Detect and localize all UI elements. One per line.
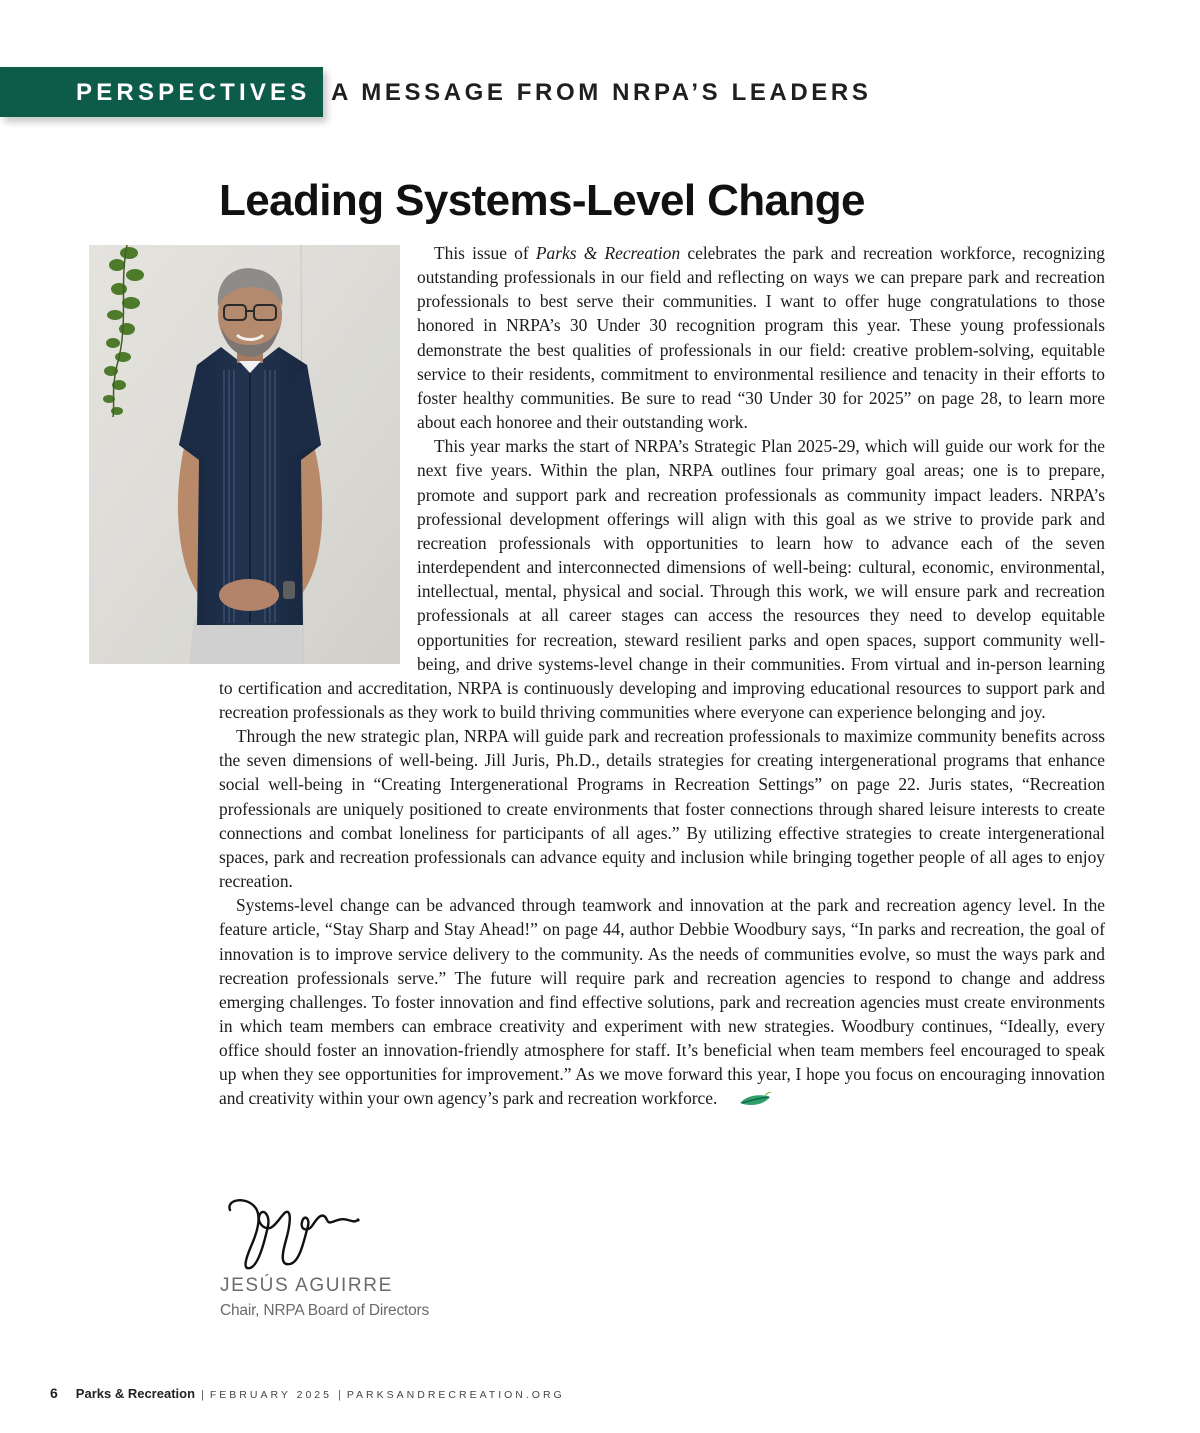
website: PARKSANDRECREATION.ORG <box>346 1389 565 1401</box>
leaf-icon <box>721 1090 772 1114</box>
article-title: Leading Systems-Level Change <box>219 176 865 225</box>
section-label: PERSPECTIVES <box>76 79 311 106</box>
paragraph-2: This year marks the start of NRPA’s Strategic Plan 2025-29, which will guide our work for the next five years. Within the plan, NRPA outlines four primary goal areas; one is to prepare, promote and support park and recreation professionals as community impact leaders. NRPA’s professional development offerings will align with this goal as we strive to provide park and recreation professionals with opportunities to learn how to advance each of the seven interdependent and interconnected dimensions of well-being: cultural, economic, environmental, intellectual, mental, physical and social. Through this work, we will ensure park and recreation professionals at all career stages can access the resources they need to develop equitable opportunities for recreation, steward resilient parks and open spaces, support community well-being, and drive systems-level change in their communities. From virtual and in-person learning to certification and accreditation, NRPA is continuously developing and improving educational resources to support park and recreation professionals as they work to build thriving communities where everyone can experience belonging and joy. <box>219 436 1105 722</box>
footer-separator: | <box>337 1389 341 1401</box>
paragraph-4: Systems-level change can be advanced through teamwork and innovation at the park and recreation agency level. In the feature article, “Stay Sharp and Stay Ahead!” on page 44, author Debbie Woodbury says, “In parks and recreation, the goal of innovation is to improve service delivery to the community. As the needs of communities evolve, so must the ways park and recreation professionals serve.” The future will require park and recreation agencies to respond to change and address emerging challenges. To foster innovation and find effective solutions, park and recreation agencies must create environments in which team members can embrace creativity and experiment with new strategies. Woodbury continues, “Ideally, every office should foster an innovation-friendly atmosphere for staff. It’s beneficial when team members feel encouraged to speak up when they see opportunities for improvement.” As we move forward this year, I hope you focus on encouraging innovation and creativity within your own agency’s park and recreation workforce. <box>219 893 1105 1114</box>
publication-title: Parks & Recreation <box>75 1386 196 1401</box>
section-subtitle: A MESSAGE FROM NRPA’S LEADERS <box>331 79 872 106</box>
article-body <box>219 241 1105 1115</box>
signature <box>224 1196 364 1277</box>
photo-text-wrap-space <box>219 241 417 669</box>
paragraph-1: This issue of Parks & Recreation celebrates the park and recreation workforce, recognizing outstanding professionals in our field and reflecting on ways we can prepare park and recreation professionals to best serve their communities. I want to offer huge congratulations to those honored in NRPA’s 30 Under 30 recognition program this year. These young professionals demonstrate the best qualities of professionals in our field: creative problem-solving, equitable service to their residents, commitment to environmental resilience and tenacity in their efforts to foster healthy communities. Be sure to read “30 Under 30 for 2025” on page 28, to learn more about each honoree and their outstanding work. <box>417 243 1105 433</box>
signatory-title: Chair, NRPA Board of Directors <box>220 1302 430 1319</box>
page-number: 6 <box>50 1385 58 1401</box>
paragraph-3: Through the new strategic plan, NRPA will guide park and recreation professionals to maximize community benefits across the seven dimensions of well-being. Jill Juris, Ph.D., details strategies for creating intergenerational programs that enhance social well-being in “Creating Intergenerational Programs in Recreation Settings” on page 22. Juris states, “Recreation professionals are uniquely positioned to create environments that foster connections through shared leisure interests to create connections and combat loneliness for participants of all ages.” By utilizing effective strategies to create intergenerational spaces, park and recreation professionals can advance equity and inclusion while bringing together people of all ages to enjoy recreation. <box>219 726 1105 892</box>
page-footer <box>50 1383 565 1403</box>
issue-date: FEBRUARY 2025 <box>209 1389 332 1401</box>
signatory-name: JESÚS AGUIRRE <box>220 1275 393 1296</box>
publication-name: Parks & Recreation <box>535 243 681 263</box>
footer-separator: | <box>201 1389 204 1401</box>
